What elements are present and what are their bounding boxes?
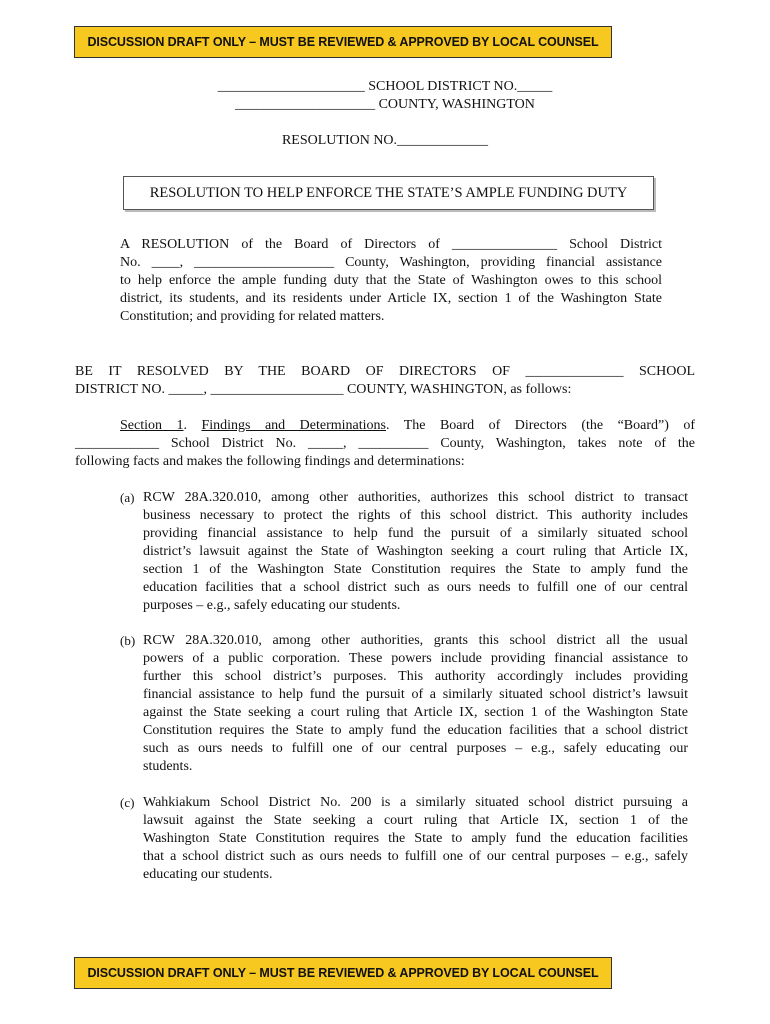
intro-line: district, its students, and its residents under Article IX, section 1 of the Washington State [120,291,662,306]
finding-item-b [143,632,688,776]
resolved-paragraph [75,363,695,399]
item-line: RCW 28A.320.010, among other authorities, authorizes this school district to transact [143,490,688,505]
item-line: Constitution requires the State to amply fund the education facilities that a school district [143,723,688,738]
section-number: Section 1 [120,418,184,433]
item-line: against the State seeking a court ruling that Article IX, section 1 of the Washington State [143,705,688,720]
item-label-a: (a) [120,490,135,505]
finding-item-a [143,489,688,615]
section1-heading-line: Section 1. Findings and Determinations. The Board of Directors (the “Board”) of [120,418,696,433]
district-header-line: _____________________ SCHOOL DISTRICT NO._____ [217,79,553,94]
section1-line: ____________ School District No. _____, __________ County, Washington, takes note of the [75,436,695,451]
item-line: RCW 28A.320.010, among other authorities, grants this school district all the usual [143,633,688,648]
section1-paragraph [75,417,695,471]
finding-item-c [143,794,688,884]
intro-line: No. ____, ____________________ County, Washington, providing financial assistance [120,255,662,270]
draft-banner-bottom: DISCUSSION DRAFT ONLY – MUST BE REVIEWED & APPROVED BY LOCAL COUNSEL [74,957,612,989]
section1-first-line-rest: The Board of Directors (the “Board”) of [403,418,696,433]
resolved-line: BE IT RESOLVED BY THE BOARD OF DIRECTORS OF ______________ SCHOOL [75,364,695,379]
item-line: such as ours needs to fulfill one of our central purposes – e.g., safely educating our [143,741,688,756]
item-line: powers of a public corporation. These powers include providing financial assistance to [143,651,688,666]
item-line: further this school district’s purposes. This authority accordingly includes providing [143,669,688,684]
resolution-title-box [123,176,654,210]
item-line: providing financial assistance to help fund the pursuit of a similarly situated school [143,526,688,541]
resolved-line: DISTRICT NO. _____, ___________________ COUNTY, WASHINGTON, as follows: [75,382,572,397]
intro-line: Constitution; and providing for related matters. [120,309,385,324]
resolution-title: RESOLUTION TO HELP ENFORCE THE STATE’S AMPLE FUNDING DUTY [149,184,628,201]
intro-line: A RESOLUTION of the Board of Directors of _______________ School District [120,237,662,252]
item-line: that a school district such as ours needs to fulfill one of our central purposes – e.g., safely [143,849,688,864]
item-line: students. [143,759,193,774]
item-line: Wahkiakum School District No. 200 is a similarly situated school district pursuing a [143,795,688,810]
item-line: lawsuit against the State seeking a court ruling that Article IX, section 1 of the [143,813,688,828]
item-label-c: (c) [120,795,135,810]
draft-banner-top: DISCUSSION DRAFT ONLY – MUST BE REVIEWED & APPROVED BY LOCAL COUNSEL [74,26,612,58]
item-line: education facilities that a school district such as ours needs to fulfill one of our central [143,580,688,595]
section1-line: following facts and makes the following findings and determinations: [75,454,465,469]
intro-line: to help enforce the ample funding duty that the State of Washington owes to this school [120,273,662,288]
item-line: Washington State Constitution requires the State to amply fund the education facilities [143,831,688,846]
item-line: section 1 of the Washington State Constitution requires the State to amply fund the [143,562,688,577]
item-label-b: (b) [120,633,136,648]
item-line: purposes – e.g., safely educating our students. [143,598,401,613]
item-line: business necessary to protect the rights of this school district. This authority includes [143,508,688,523]
item-line: educating our students. [143,867,273,882]
item-line: district’s lawsuit against the State of Washington seeking a court ruling that Article IX, [143,544,688,559]
section-heading: Findings and Determinations [201,418,386,433]
item-line: financial assistance to help fund the pursuit of a similarly situated school district’s lawsuit [143,687,688,702]
county-header-line: ____________________ COUNTY, WASHINGTON [235,97,535,112]
intro-paragraph [120,236,662,326]
resolution-number: RESOLUTION NO._____________ [281,133,489,148]
